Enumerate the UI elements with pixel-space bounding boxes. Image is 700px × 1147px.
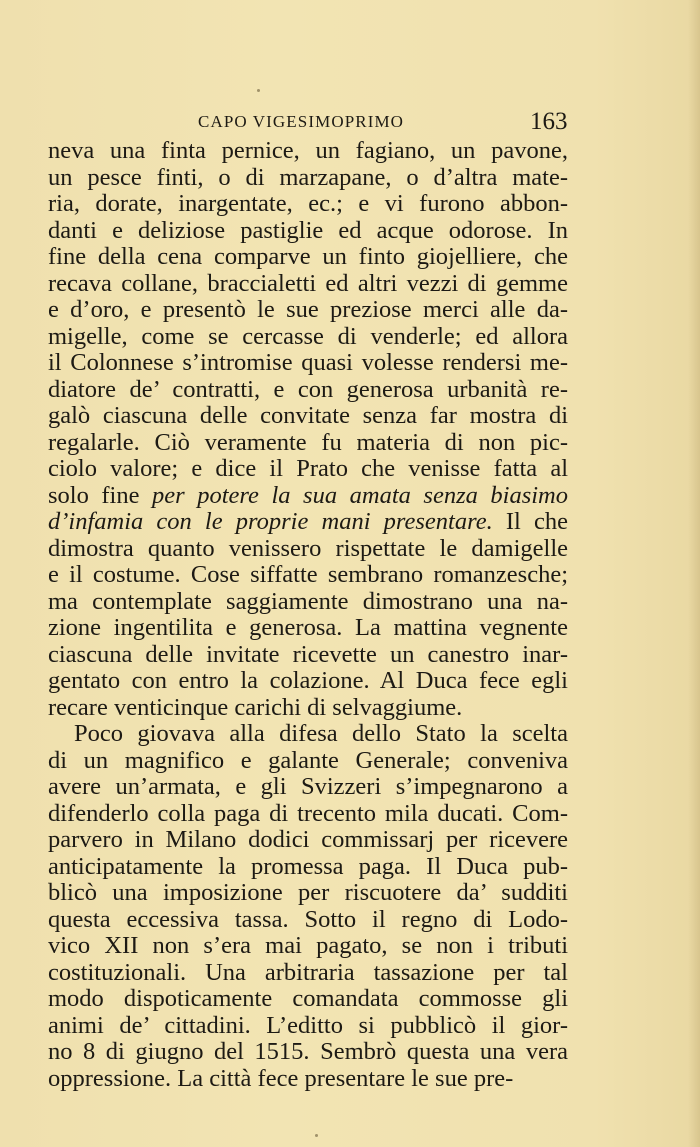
text-line bbox=[48, 297, 568, 324]
text-line-roman: e il costume. Cose siffatte sembrano romanzesche; bbox=[48, 561, 568, 588]
text-line bbox=[48, 218, 568, 245]
text-line-roman: questa eccessiva tassa. Sotto il regno di Lodo- bbox=[48, 905, 568, 933]
text-line bbox=[48, 244, 568, 271]
text-line bbox=[48, 986, 568, 1013]
text-line bbox=[48, 748, 568, 775]
text-line bbox=[48, 642, 568, 669]
text-line bbox=[48, 138, 568, 165]
text-line bbox=[48, 509, 568, 536]
text-line-roman: danti e deliziose pastiglie ed acque odorose. In bbox=[48, 216, 568, 244]
page-edge-shadow bbox=[688, 0, 700, 1147]
text-line-roman: parvero in Milano dodici commissarj per ricevere bbox=[48, 826, 568, 853]
text-line bbox=[48, 615, 568, 642]
text-line bbox=[48, 907, 568, 934]
text-line bbox=[48, 695, 568, 722]
text-line-italic: per potere la sua amata senza biasimo bbox=[152, 481, 569, 509]
text-line bbox=[48, 1066, 568, 1093]
text-line bbox=[48, 403, 568, 430]
text-line-roman: un pesce finti, o di marzapane, o d’altra mate- bbox=[48, 163, 568, 191]
text-line-roman: di un magnifico e galante Generale; conveniva bbox=[48, 746, 568, 774]
running-head: CAPO VIGESIMOPRIMO bbox=[198, 112, 405, 131]
text-line-roman: e d’oro, e presentò le sue preziose merci alle da- bbox=[48, 296, 568, 323]
text-line-roman: fine della cena comparve un finto giojelliere, che bbox=[48, 243, 568, 270]
text-line-roman: migelle, come se cercasse di venderle; ed allora bbox=[48, 322, 568, 350]
text-line-roman: oppressione. La città fece presentare le sue pre- bbox=[48, 1064, 514, 1092]
text-line-roman: avere un’armata, e gli Svizzeri s’impegnarono a bbox=[48, 773, 568, 800]
body-text bbox=[48, 138, 568, 1092]
text-line-roman: costituzionali. Una arbitraria tassazione per tal bbox=[48, 958, 568, 986]
text-line bbox=[48, 854, 568, 881]
text-line-roman: Poco giovava alla difesa dello Stato la scelta bbox=[74, 720, 568, 747]
text-line bbox=[48, 350, 568, 377]
text-line bbox=[48, 1039, 568, 1066]
text-line-roman: dimostra quanto venissero rispettate le damigelle bbox=[48, 534, 568, 562]
text-line bbox=[48, 933, 568, 960]
ink-speck bbox=[315, 1134, 318, 1137]
text-line bbox=[48, 430, 568, 457]
text-line bbox=[48, 721, 568, 748]
text-line-roman: ciolo valore; e dice il Prato che venisse fatta al bbox=[48, 455, 568, 482]
text-line bbox=[48, 191, 568, 218]
text-line bbox=[48, 827, 568, 854]
text-line-roman: difenderlo colla paga di trecento mila ducati. Com- bbox=[48, 799, 568, 827]
text-line-roman: solo fine bbox=[48, 481, 153, 509]
text-line-roman: zione ingentilita e generosa. La mattina vegnente bbox=[48, 614, 568, 641]
text-line-roman: ria, dorate, inargentate, ec.; e vi furono abbon- bbox=[48, 190, 568, 217]
text-line-roman: regalarle. Ciò veramente fu materia di non pic- bbox=[48, 428, 568, 456]
text-line-roman: recare venticinque carichi di selvaggiume. bbox=[48, 693, 463, 721]
text-line-roman: neva una finta pernice, un fagiano, un pavone, bbox=[48, 137, 568, 164]
text-line-roman-after: Il che bbox=[492, 508, 568, 535]
text-line-roman: animi de’ cittadini. L’editto si pubblicò il gior- bbox=[48, 1011, 568, 1039]
text-line-roman: recava collane, braccialetti ed altri vezzi di gemme bbox=[48, 269, 568, 297]
ink-speck bbox=[257, 89, 260, 92]
text-line bbox=[48, 324, 568, 351]
text-line bbox=[48, 960, 568, 987]
text-line bbox=[48, 377, 568, 404]
text-line bbox=[48, 774, 568, 801]
text-line-roman: blicò una imposizione per riscuotere da’ sudditi bbox=[48, 879, 568, 906]
text-line bbox=[48, 165, 568, 192]
text-line bbox=[48, 536, 568, 563]
text-line bbox=[48, 456, 568, 483]
text-line-roman: modo dispoticamente comandata commosse gli bbox=[48, 985, 568, 1012]
page-number: 163 bbox=[530, 108, 568, 135]
text-line-roman: gentato con entro la colazione. Al Duca fece egli bbox=[48, 667, 568, 694]
text-line-roman: il Colonnese s’intromise quasi volesse rendersi me- bbox=[48, 349, 568, 376]
text-line bbox=[48, 880, 568, 907]
page-header bbox=[0, 108, 700, 138]
text-line-roman: vico XII non s’era mai pagato, se non i tributi bbox=[48, 932, 568, 959]
text-line-roman: diatore de’ contratti, e con generosa urbanità re- bbox=[48, 375, 568, 403]
text-line bbox=[48, 589, 568, 616]
text-line bbox=[48, 668, 568, 695]
text-line bbox=[48, 1013, 568, 1040]
text-line-roman: no 8 di giugno del 1515. Sembrò questa una vera bbox=[48, 1038, 568, 1065]
text-line bbox=[48, 271, 568, 298]
text-line bbox=[48, 562, 568, 589]
text-line bbox=[48, 483, 568, 510]
text-line-roman: galò ciascuna delle convitate senza far mostra di bbox=[48, 402, 568, 429]
text-line-roman: ma contemplate saggiamente dimostrano una na- bbox=[48, 587, 568, 615]
text-line-italic: d’infamia con le proprie mani presentare. bbox=[48, 508, 493, 535]
text-line bbox=[48, 801, 568, 828]
text-line-roman: ciascuna delle invitate ricevette un canestro inar- bbox=[48, 640, 568, 668]
text-line-roman: anticipatamente la promessa paga. Il Duca pub- bbox=[48, 852, 568, 880]
